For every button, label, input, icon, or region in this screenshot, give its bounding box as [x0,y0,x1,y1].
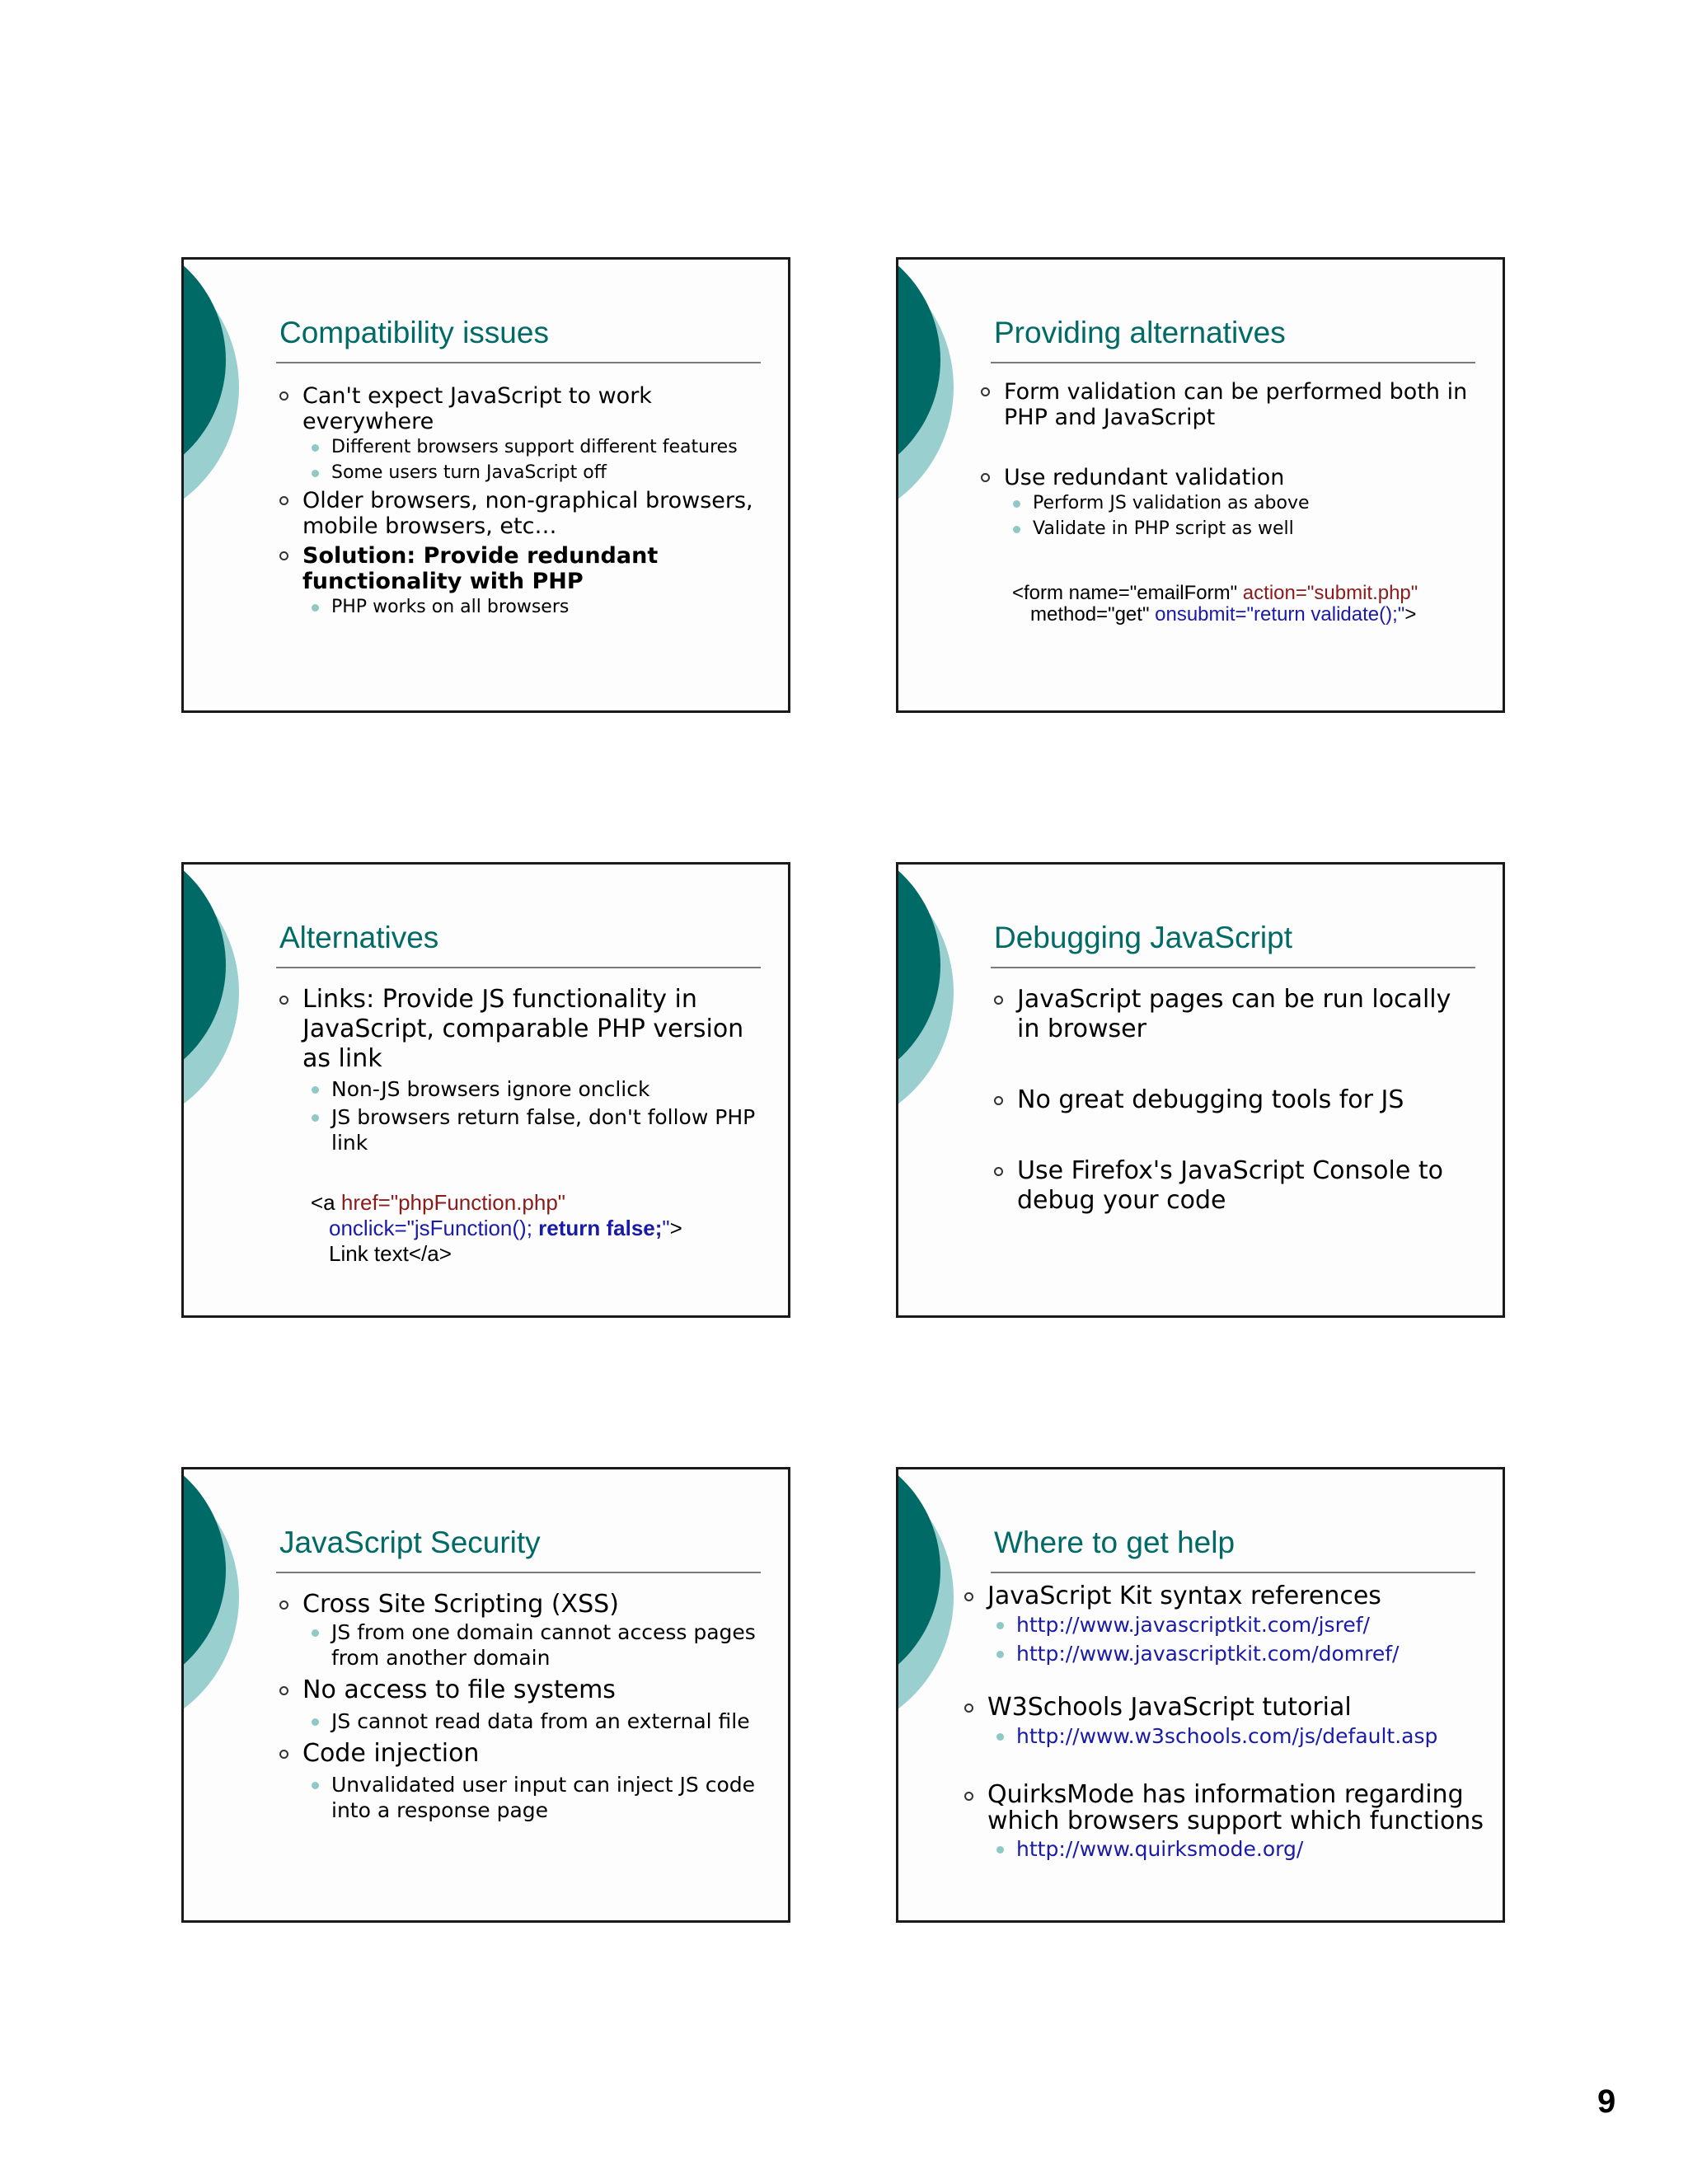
slide-title: Alternatives [279,921,439,954]
dot-bullet-icon [1013,526,1020,533]
title-rule [991,967,1475,968]
bullet: Use redundant validation [981,465,1496,490]
slide-decoration-circles [181,862,280,1109]
sub-bullet: PHP works on all browsers [279,594,774,620]
sub-bullet [964,1722,1492,1750]
link-domref[interactable]: http://www.javascriptkit.com/domref/ [1016,1642,1400,1666]
bullet: JavaScript pages can be run locally in browser [994,985,1472,1044]
slide-where-to-get-help [896,1467,1505,1923]
slide-decoration-circles [181,1467,280,1714]
link-jsref[interactable]: http://www.javascriptkit.com/jsref/ [1016,1613,1370,1637]
sub-bullet: Different browsers support different features [279,434,774,460]
sub-bullet: Unvalidated user input can inject JS code into a response page [279,1772,757,1823]
bullet: Code injection [279,1739,757,1769]
hollow-bullet-icon [279,496,288,505]
sub-bullet: Some users turn JavaScript off [279,460,774,485]
slide-title: JavaScript Security [279,1526,541,1559]
hollow-bullet-icon [994,1096,1003,1105]
sub-bullet: Validate in PHP script as well [981,516,1496,541]
page-number: 9 [1597,2083,1616,2120]
hollow-bullet-icon [279,1750,288,1759]
bullet: Links: Provide JS functionality in JavaScript, comparable PHP version as link [279,985,757,1074]
dot-bullet-icon [312,1114,319,1122]
hollow-bullet-icon [964,1792,973,1801]
title-rule [276,1572,761,1573]
dot-bullet-icon [1013,500,1020,508]
hollow-bullet-icon [994,996,1003,1005]
code-sample: <a href="phpFunction.php" onclick="jsFunction(); return false;"> Link text</a> [311,1190,682,1266]
sub-bullet: JS cannot read data from an external file [279,1708,757,1734]
hollow-bullet-icon [279,551,288,560]
code-sample: <form name="emailForm" action="submit.php" method="get" onsubmit="return validate();"> [1012,582,1418,626]
sub-bullet [964,1835,1492,1863]
bullet: Older browsers, non-graphical browsers, mobile browsers, etc… [279,488,774,539]
sub-bullet: JS from one domain cannot access pages from another domain [279,1619,757,1671]
slide-title: Providing alternatives [994,316,1286,349]
link-w3schools[interactable]: http://www.w3schools.com/js/default.asp [1016,1724,1438,1748]
dot-bullet-icon [312,1629,319,1637]
hollow-bullet-icon [994,1167,1003,1176]
dot-bullet-icon [312,604,319,612]
title-rule [991,362,1475,363]
hollow-bullet-icon [279,1601,288,1610]
dot-bullet-icon [996,1846,1004,1854]
hollow-bullet-icon [964,1704,973,1713]
dot-bullet-icon [996,1651,1004,1658]
title-rule [276,362,761,363]
slide-debugging-javascript [896,862,1505,1318]
sub-bullet [964,1639,1492,1668]
bullet: Use Firefox's JavaScript Console to debug your code [994,1156,1472,1216]
sub-bullet: Perform JS validation as above [981,490,1496,516]
dot-bullet-icon [312,1086,319,1094]
slide-title: Where to get help [994,1526,1236,1559]
bullet: Cross Site Scripting (XSS) [279,1590,757,1619]
hollow-bullet-icon [279,1686,288,1695]
dot-bullet-icon [312,1718,319,1726]
slide-title: Compatibility issues [279,316,549,349]
sub-bullet: JS browsers return false, don't follow PHP link [279,1104,757,1155]
dot-bullet-icon [312,444,319,452]
hollow-bullet-icon [279,996,288,1005]
sub-bullet: Non-JS browsers ignore onclick [279,1074,757,1104]
dot-bullet-icon [996,1622,1004,1629]
slide-decoration-circles [181,257,280,504]
dot-bullet-icon [996,1733,1004,1741]
title-rule [276,967,761,968]
sub-bullet [964,1610,1492,1639]
dot-bullet-icon [312,470,319,477]
slide-providing-alternatives [896,257,1505,713]
bullet: Form validation can be performed both in PHP and JavaScript [981,379,1496,430]
slide-alternatives [181,862,790,1318]
bullet: QuirksMode has information regarding which browsers support which functions [964,1782,1492,1835]
slide-javascript-security [181,1467,790,1923]
bullet: No great debugging tools for JS [994,1085,1472,1115]
hollow-bullet-icon [964,1592,973,1601]
title-rule [991,1572,1475,1573]
slide-decoration-circles [896,862,995,1109]
bullet: W3Schools JavaScript tutorial [964,1693,1492,1722]
dot-bullet-icon [312,1782,319,1789]
bullet: No access to file systems [279,1675,757,1705]
hollow-bullet-icon [981,473,990,482]
hollow-bullet-icon [981,387,990,396]
bullet: Solution: Provide redundant functionality with PHP [279,543,774,594]
hollow-bullet-icon [279,391,288,401]
bullet: JavaScript Kit syntax references [964,1582,1492,1610]
link-quirksmode[interactable]: http://www.quirksmode.org/ [1016,1837,1304,1861]
slide-title: Debugging JavaScript [994,921,1292,954]
bullet: Can't expect JavaScript to work everywhere [279,383,774,434]
slide-compatibility-issues [181,257,790,713]
slide-decoration-circles [896,257,995,504]
